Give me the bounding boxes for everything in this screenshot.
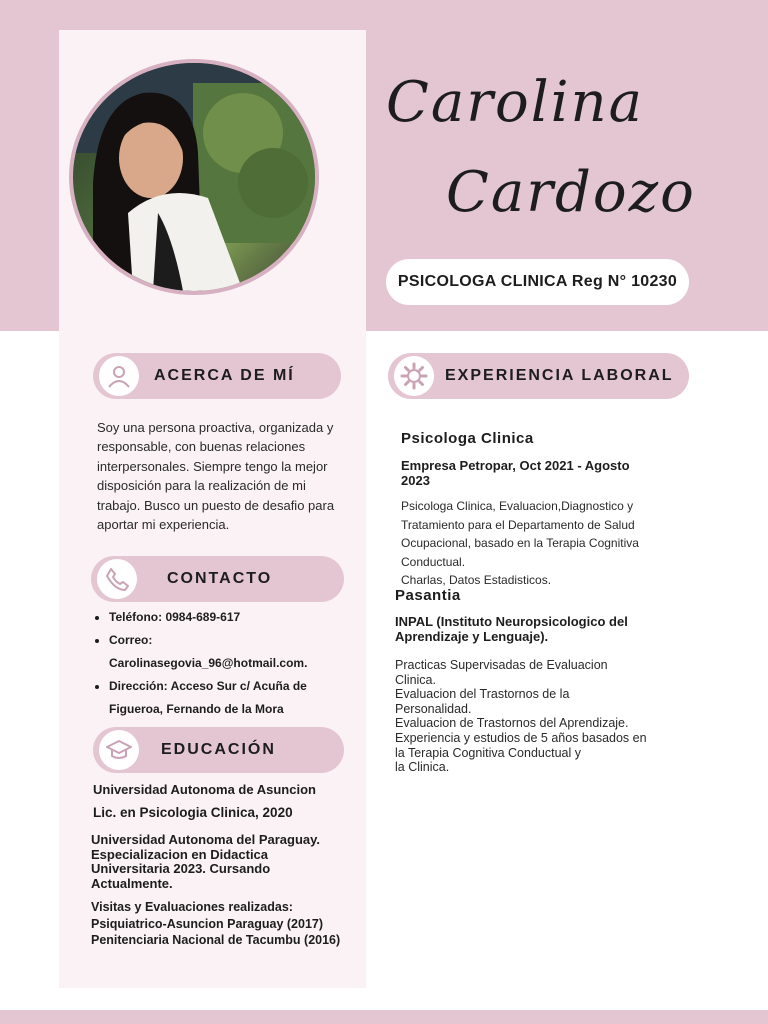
phone-icon (97, 559, 137, 599)
job-2-desc-line-6: Experiencia y estudios de 5 años basados en (395, 730, 647, 745)
education-heading-pill (93, 727, 344, 773)
contact-email: Carolinasegovia_96@hotmail.com. (109, 656, 308, 670)
job-2-desc-line-2: Clinica. (395, 672, 436, 687)
job-1-desc-line-2: Tratamiento para el Departamento de Salud (401, 517, 635, 532)
job-2-company-line-2: Aprendizaje y Lenguaje). (395, 629, 549, 644)
contact-heading-pill (91, 556, 344, 602)
education-visits (91, 899, 340, 949)
job-2-desc-line-5: Evaluacion de Trastornos del Aprendizaje. (395, 716, 629, 731)
job-2-desc-line-1: Practicas Supervisadas de Evaluacion (395, 658, 608, 672)
portrait-illustration (73, 63, 315, 291)
gear-icon (394, 356, 434, 396)
job-1-desc-line-4: Conductual. (401, 554, 466, 569)
job-1-title: Psicologa Clinica (401, 430, 534, 447)
job-1-desc-line-1: Psicologa Clinica, Evaluacion,Diagnostico y (401, 499, 634, 513)
footer-band (0, 1010, 768, 1024)
education-school-2-line-3: Universitaria 2023. Cursando (91, 861, 271, 876)
education-school-1: Universidad Autonoma de Asuncion (93, 782, 316, 797)
job-1-company (401, 458, 630, 488)
education-school-2-line-4: Actualmente. (91, 875, 173, 891)
job-2-description (395, 658, 647, 775)
about-heading-pill (93, 353, 341, 399)
profile-photo (73, 63, 315, 291)
education-visits-title: Visitas y Evaluaciones realizadas: (91, 900, 293, 914)
job-2-company-line-1: INPAL (Instituto Neuropsicologico del (395, 614, 628, 629)
job-2-desc-line-8: la Clinica. (395, 760, 450, 775)
education-heading: EDUCACIÓN (161, 741, 276, 758)
graduation-cap-icon (99, 730, 139, 770)
job-2-company (395, 614, 628, 644)
job-2-desc-line-3: Evaluacion del Trastornos de la (395, 687, 570, 702)
job-1-company-line-2: 2023 (401, 473, 430, 488)
education-degree-1: Lic. en Psicologia Clinica, 2020 (93, 805, 293, 820)
education-school-2-line-1: Universidad Autonoma del Paraguay. (91, 832, 320, 847)
job-2-desc-line-7: la Terapia Cognitiva Conductual y (395, 745, 581, 760)
contact-heading: CONTACTO (167, 570, 273, 587)
job-1-desc-line-5: Charlas, Datos Estadisticos. (401, 573, 552, 587)
about-text: Soy una persona proactiva, organizada y responsable, con buenas relaciones interpersonales. Siempre tengo la mejor disposición para la realización de mi trabajo. Busco un puesto de desafio para aportar mi experiencia. (97, 420, 335, 533)
education-school-2 (91, 833, 320, 891)
job-1-desc-line-3: Ocupacional, basado en la Terapia Cognitiva (401, 536, 639, 550)
education-school-2-line-2: Especializacion en Didactica (91, 846, 269, 862)
about-heading: ACERCA DE MÍ (154, 367, 295, 384)
contact-list (93, 606, 379, 721)
experience-heading-pill (388, 353, 689, 399)
job-2-title: Pasantia (395, 587, 461, 604)
job-1-company-line-1: Empresa Petropar, Oct 2021 - Agosto (401, 458, 630, 473)
contact-address-line2: Figueroa, Fernando de la Mora (109, 702, 284, 716)
last-name: Cardozo (446, 160, 696, 225)
contact-email-label: • Correo: (109, 629, 379, 652)
experience-heading: EXPERIENCIA LABORAL (445, 367, 674, 384)
professional-title: PSICOLOGA CLINICA Reg N° 10230 (386, 259, 689, 305)
job-1-description (401, 497, 639, 590)
contact-address: • Dirección: Acceso Sur c/ Acuña de (109, 675, 379, 698)
education-visit-1: Psiquiatrico-Asuncion Paraguay (2017) (91, 916, 324, 931)
first-name: Carolina (386, 70, 644, 135)
user-icon (99, 356, 139, 396)
contact-phone: • Teléfono: 0984-689-617 (109, 606, 379, 629)
education-visit-2: Penitenciaria Nacional de Tacumbu (2016) (91, 933, 341, 947)
job-2-desc-line-4: Personalidad. (395, 701, 472, 716)
